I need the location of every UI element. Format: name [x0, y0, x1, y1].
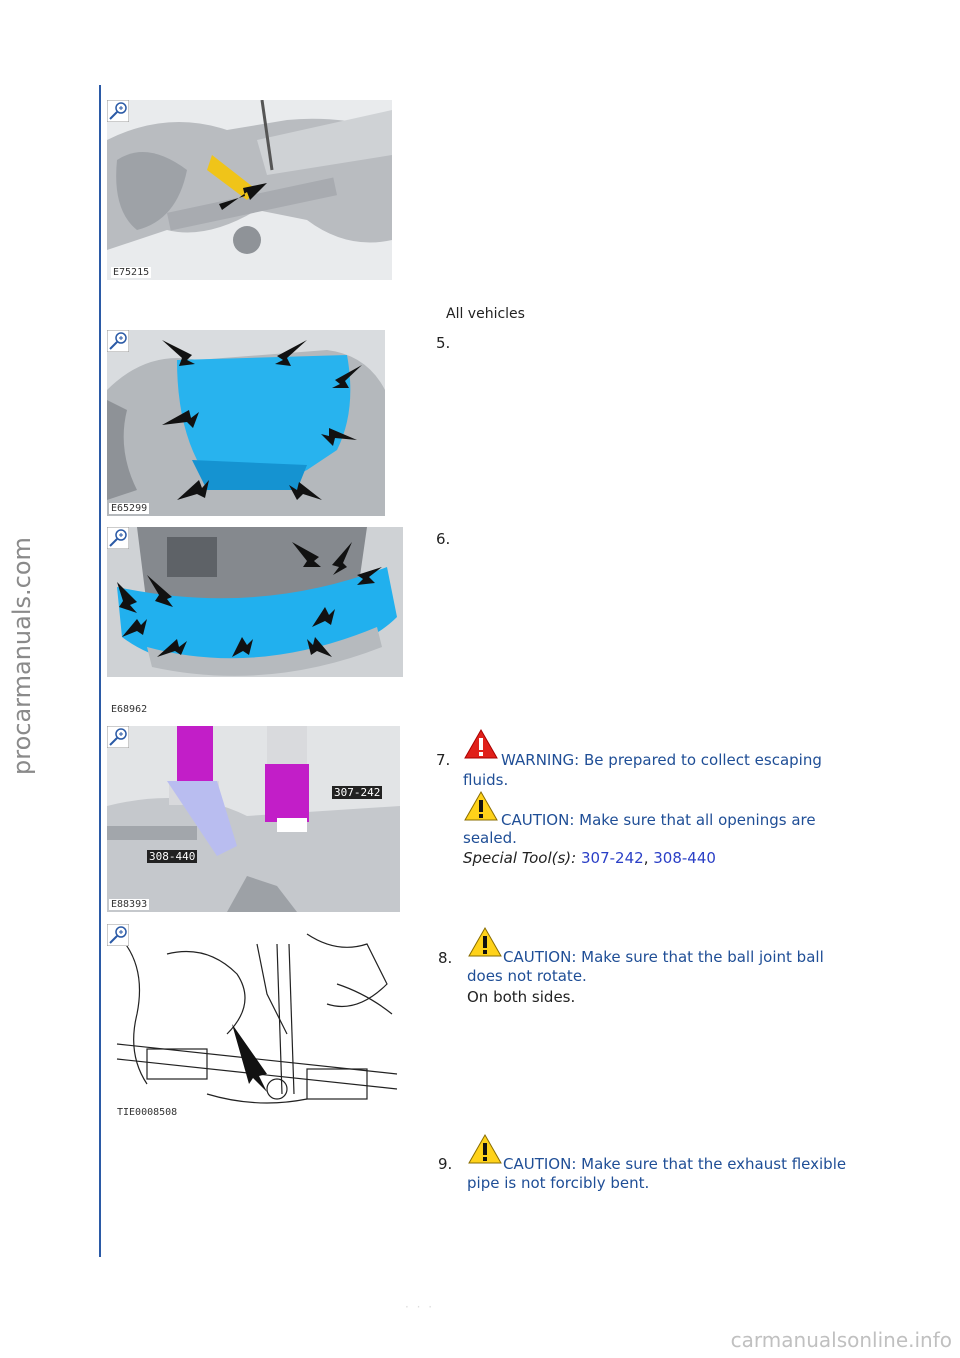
callout-308-440: 308-440: [149, 850, 196, 863]
zoom-icon[interactable]: [107, 527, 129, 549]
caution-line-2: pipe is not forcibly bent.: [467, 1174, 650, 1192]
figure-code: E75215: [113, 267, 150, 278]
zoom-icon[interactable]: [107, 726, 129, 748]
side-watermark: procarmanuals.com: [8, 537, 36, 775]
zoom-icon[interactable]: [107, 100, 129, 122]
warning-line-1: WARNING: Be prepared to collect escaping: [501, 751, 822, 769]
tools-label: Special Tool(s):: [463, 849, 577, 867]
caution-icon: [467, 1133, 503, 1165]
zoom-icon[interactable]: [107, 330, 129, 352]
callout-307-242: 307-242: [334, 786, 381, 799]
figure-code: E65299: [111, 503, 148, 514]
zoom-icon[interactable]: [107, 924, 129, 946]
warning-line-2: fluids.: [463, 771, 509, 789]
page-hint: · · ·: [405, 1300, 435, 1314]
step-9-number: 9.: [438, 1155, 453, 1173]
section-label: All vehicles: [446, 306, 525, 322]
figure-e75215[interactable]: [107, 100, 392, 280]
figure-code: E68962: [111, 704, 148, 715]
step-9-caution: [467, 1133, 873, 1193]
tools-separator: ,: [643, 849, 654, 867]
figure-tie0008508[interactable]: [107, 924, 407, 1120]
step-7-tools: [463, 848, 716, 868]
footer-watermark: carmanualsonline.info: [730, 1328, 952, 1352]
figure-e88393[interactable]: [107, 726, 400, 912]
warning-icon: [463, 728, 499, 760]
caution-icon: [467, 926, 503, 958]
step-8-note: On both sides.: [467, 988, 576, 1006]
caution-line-2: sealed.: [463, 829, 517, 847]
caution-icon: [463, 790, 499, 822]
caution-line-2: does not rotate.: [467, 967, 587, 985]
margin-rule: [99, 85, 101, 1257]
step-8-number: 8.: [438, 949, 453, 967]
tool-link-307-242[interactable]: 307-242: [581, 849, 644, 867]
step-5-number: 5.: [436, 334, 451, 352]
tool-link-308-440[interactable]: 308-440: [653, 849, 716, 867]
figure-e65299[interactable]: [107, 330, 385, 516]
figure-code: E88393: [111, 899, 148, 910]
caution-line-1: CAUTION: Make sure that all openings are: [501, 811, 816, 829]
step-7-number: 7.: [436, 751, 451, 769]
caution-line-1: CAUTION: Make sure that the ball joint ball: [503, 948, 824, 966]
figure-e68962[interactable]: [107, 527, 403, 717]
caution-line-1: CAUTION: Make sure that the exhaust flexible: [503, 1155, 847, 1173]
figure-code: TIE0008508: [117, 1107, 178, 1118]
step-6-number: 6.: [436, 530, 451, 548]
